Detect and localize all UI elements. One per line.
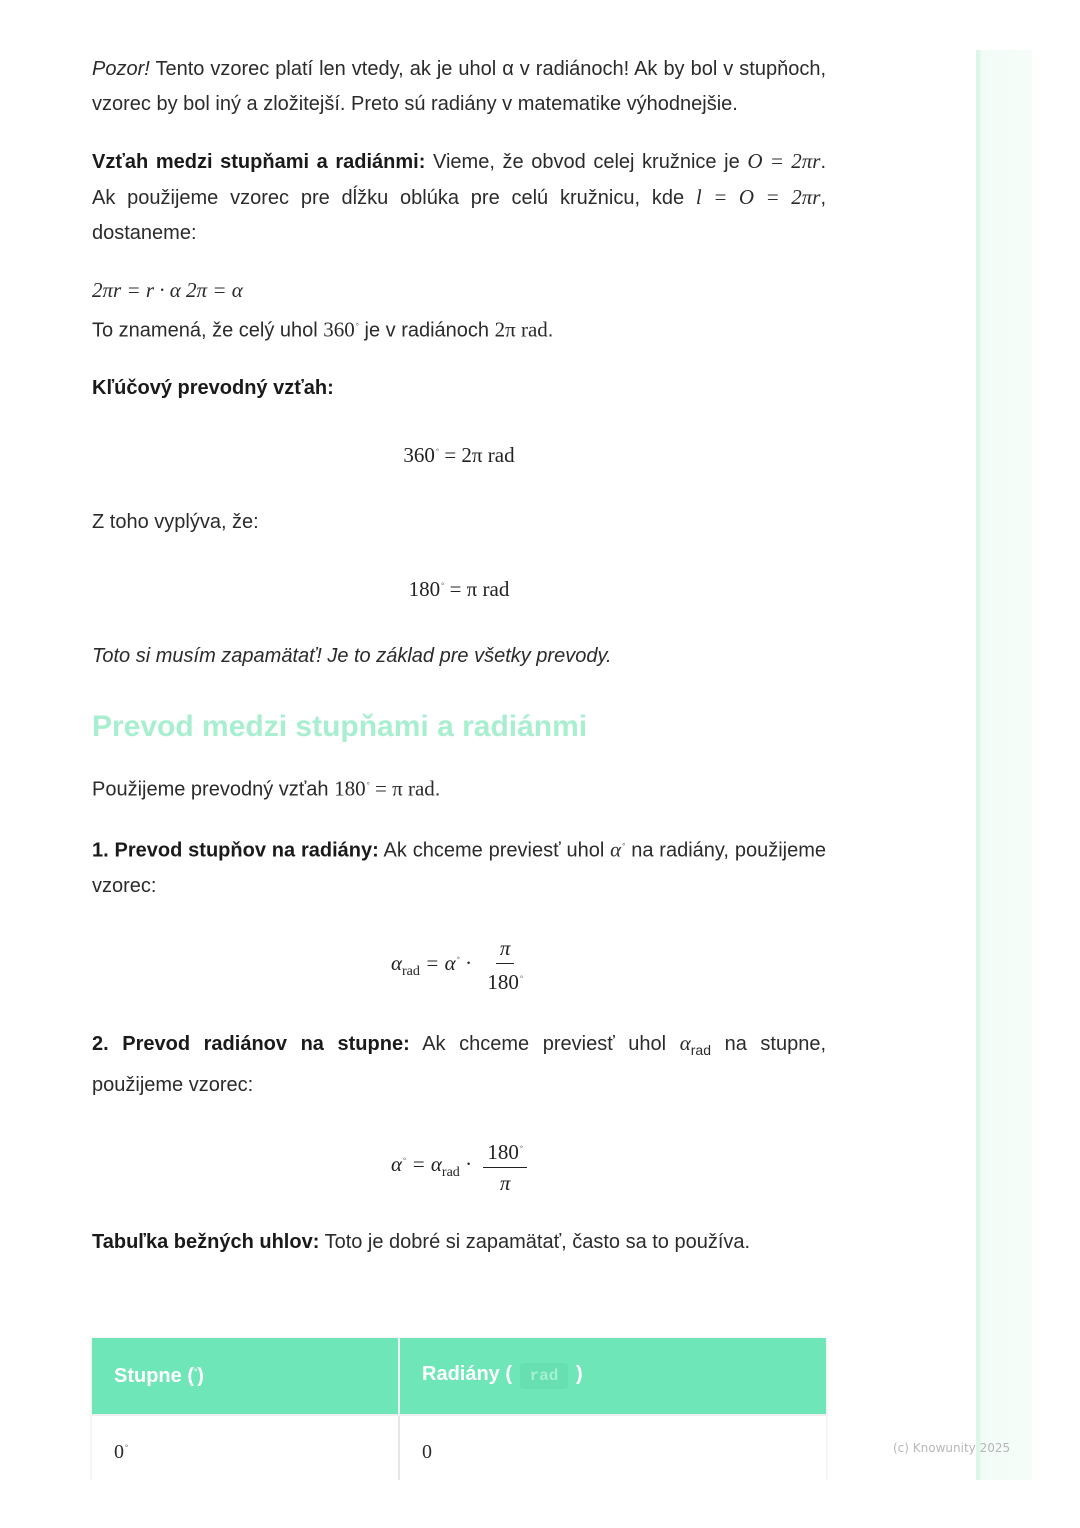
cell-radians-value: 0 <box>422 1440 432 1463</box>
col2-label: Radiány ( <box>422 1363 518 1385</box>
step1-text: Ak chceme previesť uhol <box>378 839 611 862</box>
step1-paragraph: 1. Prevod stupňov na radiány: Ak chceme previesť uhol α° na radiány, použijeme vzorec: <box>92 837 826 897</box>
f2-num: 180 <box>487 1139 519 1164</box>
conversion-intro: Použijeme prevodný vzťah 180° = π rad. <box>92 776 441 801</box>
col2-end: ) <box>570 1363 583 1385</box>
f2-mid-sub: rad <box>441 1164 460 1180</box>
cell-degrees: 0° <box>92 1415 399 1480</box>
meaning-paragraph: To znamená, že celý uhol 360° je v radiánoch 2π rad. <box>92 317 554 342</box>
key-heading: Kľúčový prevodný vzťah: <box>92 376 334 399</box>
eq1-right: = 2π rad <box>439 442 515 467</box>
col1-label: Stupne ( <box>114 1364 194 1387</box>
conversion-intro-rest: = π rad <box>369 776 435 801</box>
step2-heading: 2. Prevod radiánov na stupne: <box>92 1032 410 1055</box>
f2-den: π <box>499 1170 511 1195</box>
conversion-intro-pre: Použijeme prevodný vzťah <box>92 778 335 801</box>
arc-formula: l = O = 2πr <box>695 185 821 209</box>
table-intro-text: Toto je dobré si zapamätať, často sa to používa. <box>319 1230 751 1253</box>
relation-text-2: . Ak použijeme vzorec pre dĺžku oblúka pre celú kružnicu, kde <box>92 151 826 209</box>
circumference-formula: O = 2πr <box>747 149 821 173</box>
f1-num: π <box>496 936 515 964</box>
step2-var-sub: rad <box>690 1041 711 1058</box>
step1-text2: na radiány, použijeme vzorec: <box>92 839 826 897</box>
follows-text: Z toho vyplýva, že: <box>92 510 259 533</box>
f1-fraction: $\frac{\pi}{180^\circ}$ <box>487 935 524 994</box>
f1-den: 180 <box>487 969 519 994</box>
key-equation-1: 360° = 2π rad <box>403 442 515 467</box>
f1-mid: = α <box>419 950 456 975</box>
column-header-radians <box>399 1338 826 1415</box>
copyright-footer: (c) Knowunity 2025 <box>893 1441 1011 1455</box>
f1-dot: · <box>459 950 478 975</box>
step2-var: α <box>679 1030 691 1055</box>
f2-dot: · <box>459 1151 478 1176</box>
key-equation-2: 180° = π rad <box>408 576 510 601</box>
step1-var: α <box>610 837 622 862</box>
warning-text: Tento vzorec platí len vtedy, ak je uhol α v radiánoch! Ak by bol v stupňoch, vzorec by bol iný a zložitejší. Preto sú radiány v matematike výhodnejšie. <box>92 58 826 115</box>
table-row <box>92 1415 826 1480</box>
f2-fraction: $\frac{180^\circ}{\pi}$ <box>483 1137 527 1195</box>
meaning-mid: je v radiánoch <box>358 319 495 342</box>
col1-end: ) <box>197 1364 204 1387</box>
conversion-intro-value: 180 <box>334 776 366 801</box>
eq1-left: 360 <box>403 442 435 467</box>
relation-text-1: Vieme, že obvod celej kružnice je <box>425 151 748 173</box>
cell-radians <box>399 1415 826 1480</box>
section-title: Prevod medzi stupňami a radiánmi <box>92 709 588 743</box>
eq2-right: = π rad <box>444 576 510 601</box>
meaning-pre: To znamená, že celý uhol <box>92 319 324 342</box>
cell-degrees-value: 0 <box>114 1440 124 1463</box>
formula-deg-to-rad: $\alpha_{rad} = \alpha^\circ$ · $\frac{\pi}{180^\circ}$ <box>92 936 826 994</box>
table-intro-heading: Tabuľka bežných uhlov: <box>92 1230 320 1253</box>
column-header-degrees: Stupne (°) <box>92 1338 399 1415</box>
meaning-rad: 2π rad <box>494 317 548 342</box>
rad-code-chip: rad <box>520 1363 569 1389</box>
f1-lhs-sub: rad <box>402 963 420 979</box>
step2-text2: na stupne, použijeme vzorec: <box>92 1032 827 1096</box>
equation-text: 2πr = r · α 2π = α <box>92 278 243 302</box>
relation-text-3: , dostaneme: <box>92 187 826 244</box>
relation-heading: Vzťah medzi stupňami a radiánmi: <box>92 151 426 173</box>
remember-text: Toto si musím zapamätať! Je to základ pre všetky prevody. <box>92 644 612 667</box>
eq2-left: 180 <box>408 576 441 601</box>
formula-rad-to-deg: $\alpha^\circ = \alpha_{rad}$ · $\frac{180^\circ}{\pi}$ <box>92 1137 826 1195</box>
conversion-intro-end: . <box>434 778 441 801</box>
f1-lhs: α <box>390 950 403 975</box>
step2-text: Ak chceme previesť uhol <box>409 1032 680 1055</box>
step1-heading: 1. Prevod stupňov na radiány: <box>92 839 379 862</box>
f2-mid: = α <box>406 1151 442 1176</box>
table-header-row <box>92 1338 826 1415</box>
common-angles-table <box>92 1338 826 1480</box>
meaning-end: . <box>547 319 554 342</box>
meaning-value: 360 <box>323 317 355 342</box>
f2-lhs: α <box>390 1151 403 1176</box>
warning-emphasis: Pozor! <box>92 58 150 80</box>
